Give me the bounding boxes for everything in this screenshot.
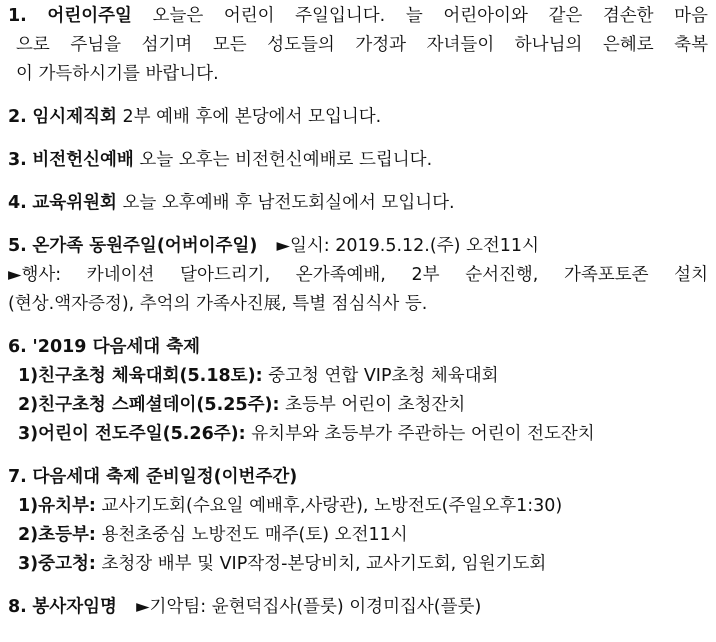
item-6-number: 6. [8, 337, 27, 357]
item-4-text: 오늘 오후예배 후 남전도회실에서 모입니다. [122, 193, 455, 213]
item-6-sub-1-text: 중고청 연합 VIP초청 체육대회 [268, 366, 499, 386]
item-6-sub-2-text: 초등부 어린이 초청잔치 [285, 395, 466, 415]
item-7-sub-1 [8, 492, 708, 521]
item-1-title: 어린이주일 [47, 6, 132, 26]
item-6-heading [8, 333, 708, 362]
item-6-sub-1 [8, 362, 708, 391]
item-1-text-3: 이 가득하시기를 바랍니다. [16, 64, 219, 84]
item-7-title: 다음세대 축제 준비일정(이번주간) [32, 467, 298, 487]
item-6-sub-2-label: 2)친구초청 스페셜데이(5.25주): [18, 395, 280, 415]
item-4 [8, 189, 708, 218]
item-6-sub-2 [8, 391, 708, 420]
item-3-title: 비전헌신예배 [32, 150, 134, 170]
item-1-line-3 [8, 60, 708, 89]
item-5-number: 5. [8, 236, 27, 256]
item-8-number: 8. [8, 597, 27, 617]
item-2-text: 2부 예배 후에 본당에서 모입니다. [122, 107, 382, 127]
item-7-sub-2 [8, 521, 708, 550]
item-5-line-2 [8, 261, 708, 290]
item-1-text-1: 오늘은 어린이 주일입니다. 늘 어린아이와 같은 겸손한 마음 [152, 6, 708, 26]
item-6-sub-3 [8, 420, 708, 449]
item-7-number: 7. [8, 467, 27, 487]
item-7-sub-3-text: 초청장 배부 및 VIP작정-본당비치, 교사기도회, 임원기도회 [101, 554, 547, 574]
item-1-text-2: 으로 주님을 섬기며 모든 성도들의 가정과 자녀들이 하나님의 은혜로 축복 [16, 35, 708, 55]
item-3-text: 오늘 오후는 비전헌신예배로 드립니다. [139, 150, 433, 170]
item-3-number: 3. [8, 150, 27, 170]
item-5-line-1 [8, 232, 708, 261]
item-2-title: 임시제직회 [32, 107, 117, 127]
item-5-event-text-1: ►행사: 카네이션 달아드리기, 온가족예배, 2부 순서진행, 가족포토존 설치 [8, 265, 708, 285]
item-4-number: 4. [8, 193, 27, 213]
item-3 [8, 146, 708, 175]
item-8-text: ►기악팀: 윤현덕집사(플룻) 이경미집사(플룻) [136, 597, 482, 617]
item-7-sub-1-text: 교사기도회(수요일 예배후,사랑관), 노방전도(주일오후1:30) [101, 496, 563, 516]
item-1-line-1 [8, 2, 708, 31]
item-7-sub-2-text: 용천초중심 노방전도 매주(토) 오전11시 [101, 525, 408, 545]
item-1-line-2 [8, 31, 708, 60]
item-1-number: 1. [8, 6, 27, 26]
item-6-sub-3-text: 유치부와 초등부가 주관하는 어린이 전도잔치 [251, 424, 595, 444]
item-2 [8, 103, 708, 132]
item-4-title: 교육위원회 [32, 193, 117, 213]
item-7 [8, 463, 708, 579]
item-8 [8, 593, 708, 622]
item-6-sub-3-label: 3)어린이 전도주일(5.26주): [18, 424, 246, 444]
item-5-schedule: ►일시: 2019.5.12.(주) 오전11시 [276, 236, 539, 256]
item-5-title: 온가족 동원주일(어버이주일) [32, 236, 258, 256]
item-1 [8, 2, 708, 89]
item-7-heading [8, 463, 708, 492]
item-5 [8, 232, 708, 319]
item-7-sub-2-label: 2)초등부: [18, 525, 96, 545]
item-2-number: 2. [8, 107, 27, 127]
item-6 [8, 333, 708, 449]
item-8-title: 봉사자임명 [32, 597, 117, 617]
item-5-line-3 [8, 290, 708, 319]
item-7-sub-3 [8, 550, 708, 579]
item-6-sub-1-label: 1)친구초청 체육대회(5.18토): [18, 366, 263, 386]
item-7-sub-1-label: 1)유치부: [18, 496, 96, 516]
item-5-event-text-2: (현상.액자증정), 추억의 가족사진展, 특별 점심식사 등. [8, 294, 428, 314]
item-7-sub-3-label: 3)중고청: [18, 554, 96, 574]
item-6-title: '2019 다음세대 축제 [32, 337, 201, 357]
